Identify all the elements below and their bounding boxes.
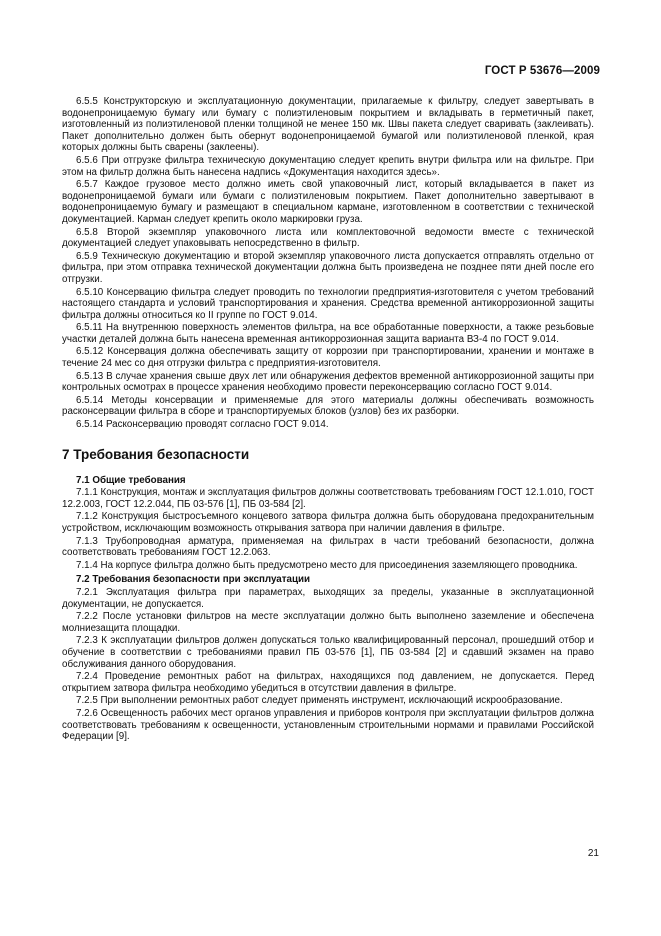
document-body bbox=[62, 96, 594, 744]
subsection-heading: 7.1 Общие требования bbox=[76, 474, 186, 486]
paragraph: 7.1.2 Конструкция быстросъемного концевого затвора фильтра должна быть оборудована предохранительным устройством, исключающим возможность открывания затвора при наличии давления в фильтре. bbox=[62, 511, 594, 534]
paragraph: 7.2.6 Освещенность рабочих мест органов управления и приборов контроля при эксплуатации фильтров должна соответствовать требованиям к освещенности, установленным строительными нормами и правилами Российской Федерации [9]. bbox=[62, 707, 594, 743]
paragraph: 7.2.4 Проведение ремонтных работ на фильтрах, находящихся под давлением, не допускается. Перед открытием затвора фильтра необходимо убедиться в отсутствии давления в фильтре. bbox=[62, 671, 594, 694]
subsection-heading: 7.2 Требования безопасности при эксплуатации bbox=[76, 574, 311, 586]
page-number: 21 bbox=[587, 848, 599, 859]
paragraph: 6.5.5 Конструкторскую и эксплуатационную документации, прилагаемые к фильтру, следует завертывать в водонепроницаемую бумагу или бумагу с полиэтиленовым покрытием и вкладывать в герметичный пакет, изготовленный из полиэтиленовой пленки толщиной не менее 150 мк. Швы пакета следует сваривать (заклеивать). Пакет дополнительно должен быть обернут водонепроницаемой бумагой или полиэтиленовой пленкой, края которых должны быть сварены (заклеены). bbox=[62, 96, 594, 154]
paragraph: 6.5.8 Второй экземпляр упаковочного листа или комплектовочной ведомости вместе с технической документацией следует упаковывать непосредственно в фильтр. bbox=[62, 226, 594, 250]
paragraph: 7.2.2 После установки фильтров на месте эксплуатации должно быть выполнено заземление и обеспечена молниезащита площадки. bbox=[62, 611, 594, 634]
paragraph: 6.5.11 На внутреннюю поверхность элементов фильтра, на все обработанные поверхности, а также резьбовые участки деталей должна быть нанесена временная антикоррозионная защита варианта ВЗ-4 по ГОСТ 9.014. bbox=[62, 322, 594, 345]
paragraph: 6.5.7 Каждое грузовое место должно иметь свой упаковочный лист, который вкладывается в пакет из водонепроницаемой бумаги или бумаги с полиэтиленовым покрытием. Пакет дополнительно завертывают в водонепроницаемую бумагу и размещают в специальном кармане, изготовленном в соответствии с технической документацией. Карман следует крепить около маркировки груза. bbox=[62, 179, 594, 225]
paragraph: 6.5.9 Техническую документацию и второй экземпляр упаковочного листа допускается отправлять отдельно от фильтра, при этом отправка технической документации должна быть произведена не позднее пяти дней после его отгрузки. bbox=[62, 250, 594, 285]
section-heading: 7 Требования безопасности bbox=[62, 446, 250, 462]
paragraph: 6.5.12 Консервация должна обеспечивать защиту от коррозии при транспортировании, хранении и монтаже в течение 24 мес со дня отгрузки фильтра с предприятия-изготовителя. bbox=[62, 346, 594, 370]
paragraph: 7.1.1 Конструкция, монтаж и эксплуатация фильтров должны соответствовать требованиям ГОСТ 12.1.010, ГОСТ 12.2.003, ГОСТ 12.2.044, ПБ 03-576 [1], ПБ 03-584 [2]. bbox=[62, 487, 594, 510]
document-code-header: ГОСТ Р 53676—2009 bbox=[484, 65, 600, 77]
paragraph: 7.1.3 Трубопроводная арматура, применяемая на фильтрах в части требований безопасности, должна соответствовать требованиям ГОСТ 12.2.063. bbox=[62, 535, 594, 559]
paragraph: 7.1.4 На корпусе фильтра должно быть предусмотрено место для присоединения заземляющего проводника. bbox=[76, 559, 578, 571]
paragraph: 7.2.3 К эксплуатации фильтров должен допускаться только квалифицированный персонал, прошедший отбор и обучение в соответствии с требованиями правил ПБ 03-576 [1], ПБ 03-584 [2] и сдавший экзамен на право обслуживания данного оборудования. bbox=[62, 635, 594, 670]
paragraph: 6.5.14 Расконсервацию проводят согласно ГОСТ 9.014. bbox=[76, 419, 329, 431]
paragraph: 6.5.14 Методы консервации и применяемые для этого материалы должны обеспечивать возможность расконсервации фильтра в сборе и транспортируемых блоков (узлов) без их разборки. bbox=[62, 394, 594, 418]
paragraph: 7.2.1 Эксплуатация фильтра при параметрах, выходящих за пределы, указанные в эксплуатационной документации, не допускается. bbox=[62, 586, 594, 610]
paragraph: 6.5.6 При отгрузке фильтра техническую документацию следует крепить внутри фильтра или на фильтре. При этом на фильтр должна быть нанесена надпись «Документация находится здесь». bbox=[62, 154, 594, 178]
paragraph: 6.5.10 Консервацию фильтра следует проводить по технологии предприятия-изготовителя с учетом требований настоящего стандарта и условий транспортирования и хранения. Средства временной антикоррозионной защиты фильтра должны относиться ко II группе по ГОСТ 9.014. bbox=[62, 286, 594, 321]
paragraph: 7.2.5 При выполнении ремонтных работ следует применять инструмент, исключающий искрообразование. bbox=[76, 695, 563, 707]
paragraph: 6.5.13 В случае хранения свыше двух лет или обнаружения дефектов временной антикоррозионной защиты при контрольных осмотрах в процессе хранения необходимо провести переконсервацию согласно ГОСТ 9.014. bbox=[62, 370, 594, 394]
